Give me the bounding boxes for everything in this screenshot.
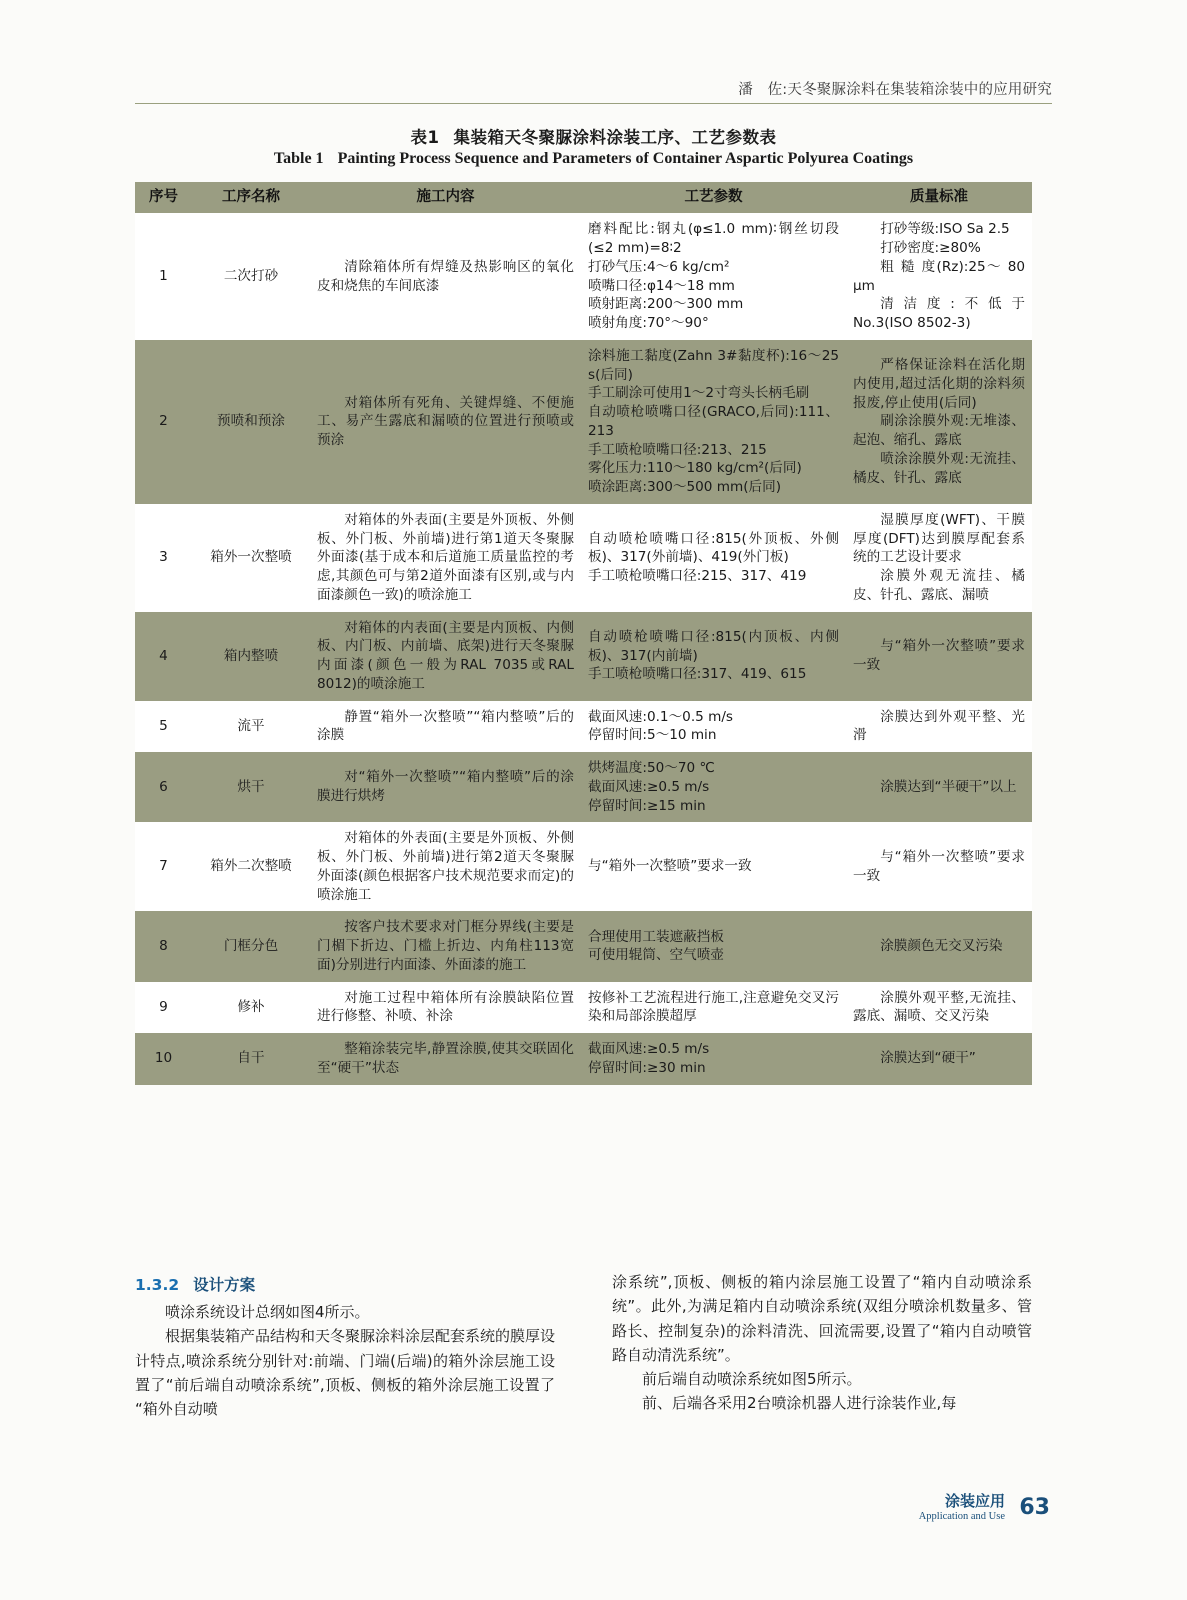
cell-parameters: 按修补工艺流程进行施工,注意避免交叉污染和局部涂膜超厚 (581, 982, 846, 1034)
cell-process-name: 箱外一次整喷 (192, 504, 310, 612)
paragraph-left-2: 根据集装箱产品结构和天冬聚脲涂料涂层配套系统的膜厚设计特点,喷涂系统分别针对:前端、门端(后端)的箱外涂层施工设置了“前后端自动喷涂系统”,顶板、侧板的箱外涂层施工设置了“箱外自动喷 (135, 1327, 556, 1419)
table-caption-en (0, 150, 1187, 168)
cell-content: 按客户技术要求对门框分界线(主要是门楣下折边、门槛上折边、内角柱113宽面)分别进行内面漆、外面漆的施工 (310, 911, 581, 981)
process-parameters-table (135, 182, 1032, 1085)
table-caption-en-label: Table 1 (273, 150, 324, 167)
cell-process-name: 箱内整喷 (192, 612, 310, 701)
header-divider (135, 103, 1052, 104)
table-row (135, 752, 1032, 822)
cell-index: 5 (135, 701, 192, 753)
footer-section-label (919, 1490, 1005, 1522)
table-caption-en-title: Painting Process Sequence and Parameters of Container Aspartic Polyurea Coatings (337, 150, 914, 167)
cell-quality: 与“箱外一次整喷”要求一致 (846, 612, 1032, 701)
column-header-parameters: 工艺参数 (581, 182, 846, 213)
cell-parameters: 截面风速:≥0.5 m/s 停留时间:≥30 min (581, 1033, 846, 1085)
table-row (135, 822, 1032, 911)
cell-process-name: 流平 (192, 701, 310, 753)
paragraph-left-1: 喷涂系统设计总纲如图4所示。 (165, 1303, 370, 1321)
cell-process-name: 预喷和预涂 (192, 340, 310, 504)
cell-content: 对箱体的外表面(主要是外顶板、外侧板、外门板、外前墙)进行第1道天冬聚脲外面漆(基于成本和后道施工质量监控的考虑,其颜色可与第2道外面漆有区别,或与内面漆颜色一致)的喷涂施工 (310, 504, 581, 612)
paragraph-right-2: 前后端自动喷涂系统如图5所示。 (642, 1370, 862, 1389)
table-row (135, 340, 1032, 504)
cell-index: 1 (135, 213, 192, 340)
cell-index: 7 (135, 822, 192, 911)
table-row (135, 982, 1032, 1034)
table-row (135, 213, 1032, 340)
section-heading (135, 1273, 255, 1295)
cell-content: 整箱涂装完毕,静置涂膜,使其交联固化至“硬干”状态 (310, 1033, 581, 1085)
cell-content: 对“箱外一次整喷”“箱内整喷”后的涂膜进行烘烤 (310, 752, 581, 822)
table-caption-cn (0, 124, 1187, 148)
cell-process-name: 门框分色 (192, 911, 310, 981)
cell-quality: 湿膜厚度(WFT)、干膜厚度(DFT)达到膜厚配套系统的工艺设计要求 涂膜外观无流挂、橘皮、针孔、露底、漏喷 (846, 504, 1032, 612)
section-title: 设计方案 (193, 1276, 256, 1294)
cell-quality: 打砂等级:ISO Sa 2.5 打砂密度:≥80% 粗 糙 度(Rz):25～ 80 μm 清洁度:不低于No.3(ISO 8502-3) (846, 213, 1032, 340)
cell-content: 清除箱体所有焊缝及热影响区的氧化皮和烧焦的车间底漆 (310, 213, 581, 340)
cell-parameters: 涂料施工黏度(Zahn 3#黏度杯):16～25 s(后同) 手工刷涂可使用1～2寸弯头长柄毛刷 自动喷枪喷嘴口径(GRACO,后同):111、213 手工喷枪喷嘴口径:213、215 雾化压力:110～180 kg/cm²(后同) 喷涂距离:300～500 mm(后同) (581, 340, 846, 504)
cell-content: 对箱体的外表面(主要是外顶板、外侧板、外门板、外前墙)进行第2道天冬聚脲外面漆(颜色根据客户技术规范要求而定)的喷涂施工 (310, 822, 581, 911)
table-caption-cn-label: 表1 (410, 128, 440, 147)
cell-quality: 涂膜达到“硬干” (846, 1033, 1032, 1085)
footer-label-en: Application and Use (918, 1511, 1005, 1522)
cell-process-name: 自干 (192, 1033, 310, 1085)
column-header-content: 施工内容 (310, 182, 581, 213)
cell-parameters: 烘烤温度:50～70 ℃ 截面风速:≥0.5 m/s 停留时间:≥15 min (581, 752, 846, 822)
cell-process-name: 烘干 (192, 752, 310, 822)
cell-quality: 涂膜达到外观平整、光滑 (846, 701, 1032, 753)
table-row (135, 504, 1032, 612)
cell-parameters: 与“箱外一次整喷”要求一致 (581, 822, 846, 911)
cell-quality: 涂膜达到“半硬干”以上 (846, 752, 1032, 822)
body-column-right (612, 1270, 1032, 1416)
cell-content: 对箱体所有死角、关键焊缝、不便施工、易产生露底和漏喷的位置进行预喷或预涂 (310, 340, 581, 504)
table-row (135, 911, 1032, 981)
cell-index: 8 (135, 911, 192, 981)
cell-parameters: 磨料配比:钢丸(φ≤1.0 mm)∶钢丝切段(≤2 mm)=8∶2 打砂气压:4～6 kg/cm² 喷嘴口径:φ14～18 mm 喷射距离:200～300 mm 喷射角度:70°～90° (581, 213, 846, 340)
table-body (135, 213, 1032, 1084)
cell-process-name: 箱外二次整喷 (192, 822, 310, 911)
cell-content: 对箱体的内表面(主要是内顶板、内侧板、内门板、内前墙、底架)进行天冬聚脲内面漆(颜色一般为RAL 7035或RAL 8012)的喷涂施工 (310, 612, 581, 701)
paragraph-right-1: 涂系统”,顶板、侧板的箱内涂层施工设置了“箱内自动喷涂系统”。此外,为满足箱内自动喷涂系统(双组分喷涂机数量多、管路长、控制复杂)的涂料清洗、回流需要,设置了“箱内自动喷管路自动清洗系统”。 (612, 1273, 1032, 1364)
column-header-process-name: 工序名称 (192, 182, 310, 213)
section-number: 1.3.2 (135, 1276, 180, 1294)
table-caption-cn-title: 集装箱天冬聚脲涂料涂装工序、工艺参数表 (453, 128, 777, 147)
body-column-left (135, 1300, 555, 1421)
column-header-index: 序号 (135, 182, 192, 213)
cell-index: 10 (135, 1033, 192, 1085)
cell-quality: 涂膜外观平整,无流挂、露底、漏喷、交叉污染 (846, 982, 1032, 1034)
cell-quality: 与“箱外一次整喷”要求一致 (846, 822, 1032, 911)
column-header-quality: 质量标准 (846, 182, 1032, 213)
table-row (135, 701, 1032, 753)
paragraph-right-3: 前、后端各采用2台喷涂机器人进行涂装作业,每 (642, 1394, 957, 1413)
cell-process-name: 二次打砂 (192, 213, 310, 340)
cell-process-name: 修补 (192, 982, 310, 1034)
cell-index: 6 (135, 752, 192, 822)
table-header (135, 182, 1032, 213)
cell-index: 4 (135, 612, 192, 701)
table-row (135, 1033, 1032, 1085)
table-row (135, 612, 1032, 701)
cell-parameters: 合理使用工装遮蔽挡板 可使用辊筒、空气喷壶 (581, 911, 846, 981)
cell-quality: 涂膜颜色无交叉污染 (846, 911, 1032, 981)
cell-content: 静置“箱外一次整喷”“箱内整喷”后的涂膜 (310, 701, 581, 753)
page-number: 63 (1019, 1495, 1050, 1520)
cell-parameters: 自动喷枪喷嘴口径:815(内顶板、内侧板)、317(内前墙) 手工喷枪喷嘴口径:317、419、615 (581, 612, 846, 701)
cell-parameters: 自动喷枪喷嘴口径:815(外顶板、外侧板)、317(外前墙)、419(外门板) 手工喷枪喷嘴口径:215、317、419 (581, 504, 846, 612)
footer-label-cn: 涂装应用 (944, 1492, 1005, 1510)
running-head: 潘 佐:天冬聚脲涂料在集装箱涂装中的应用研究 (738, 82, 1052, 98)
cell-content: 对施工过程中箱体所有涂膜缺陷位置进行修整、补喷、补涂 (310, 982, 581, 1034)
table-header-row (135, 182, 1032, 213)
cell-index: 3 (135, 504, 192, 612)
cell-quality: 严格保证涂料在活化期内使用,超过活化期的涂料须报废,停止使用(后同) 刷涂涂膜外观:无堆漆、起泡、缩孔、露底 喷涂涂膜外观:无流挂、橘皮、针孔、露底 (846, 340, 1032, 504)
cell-index: 2 (135, 340, 192, 504)
cell-parameters: 截面风速:0.1～0.5 m/s 停留时间:5～10 min (581, 701, 846, 753)
cell-index: 9 (135, 982, 192, 1034)
